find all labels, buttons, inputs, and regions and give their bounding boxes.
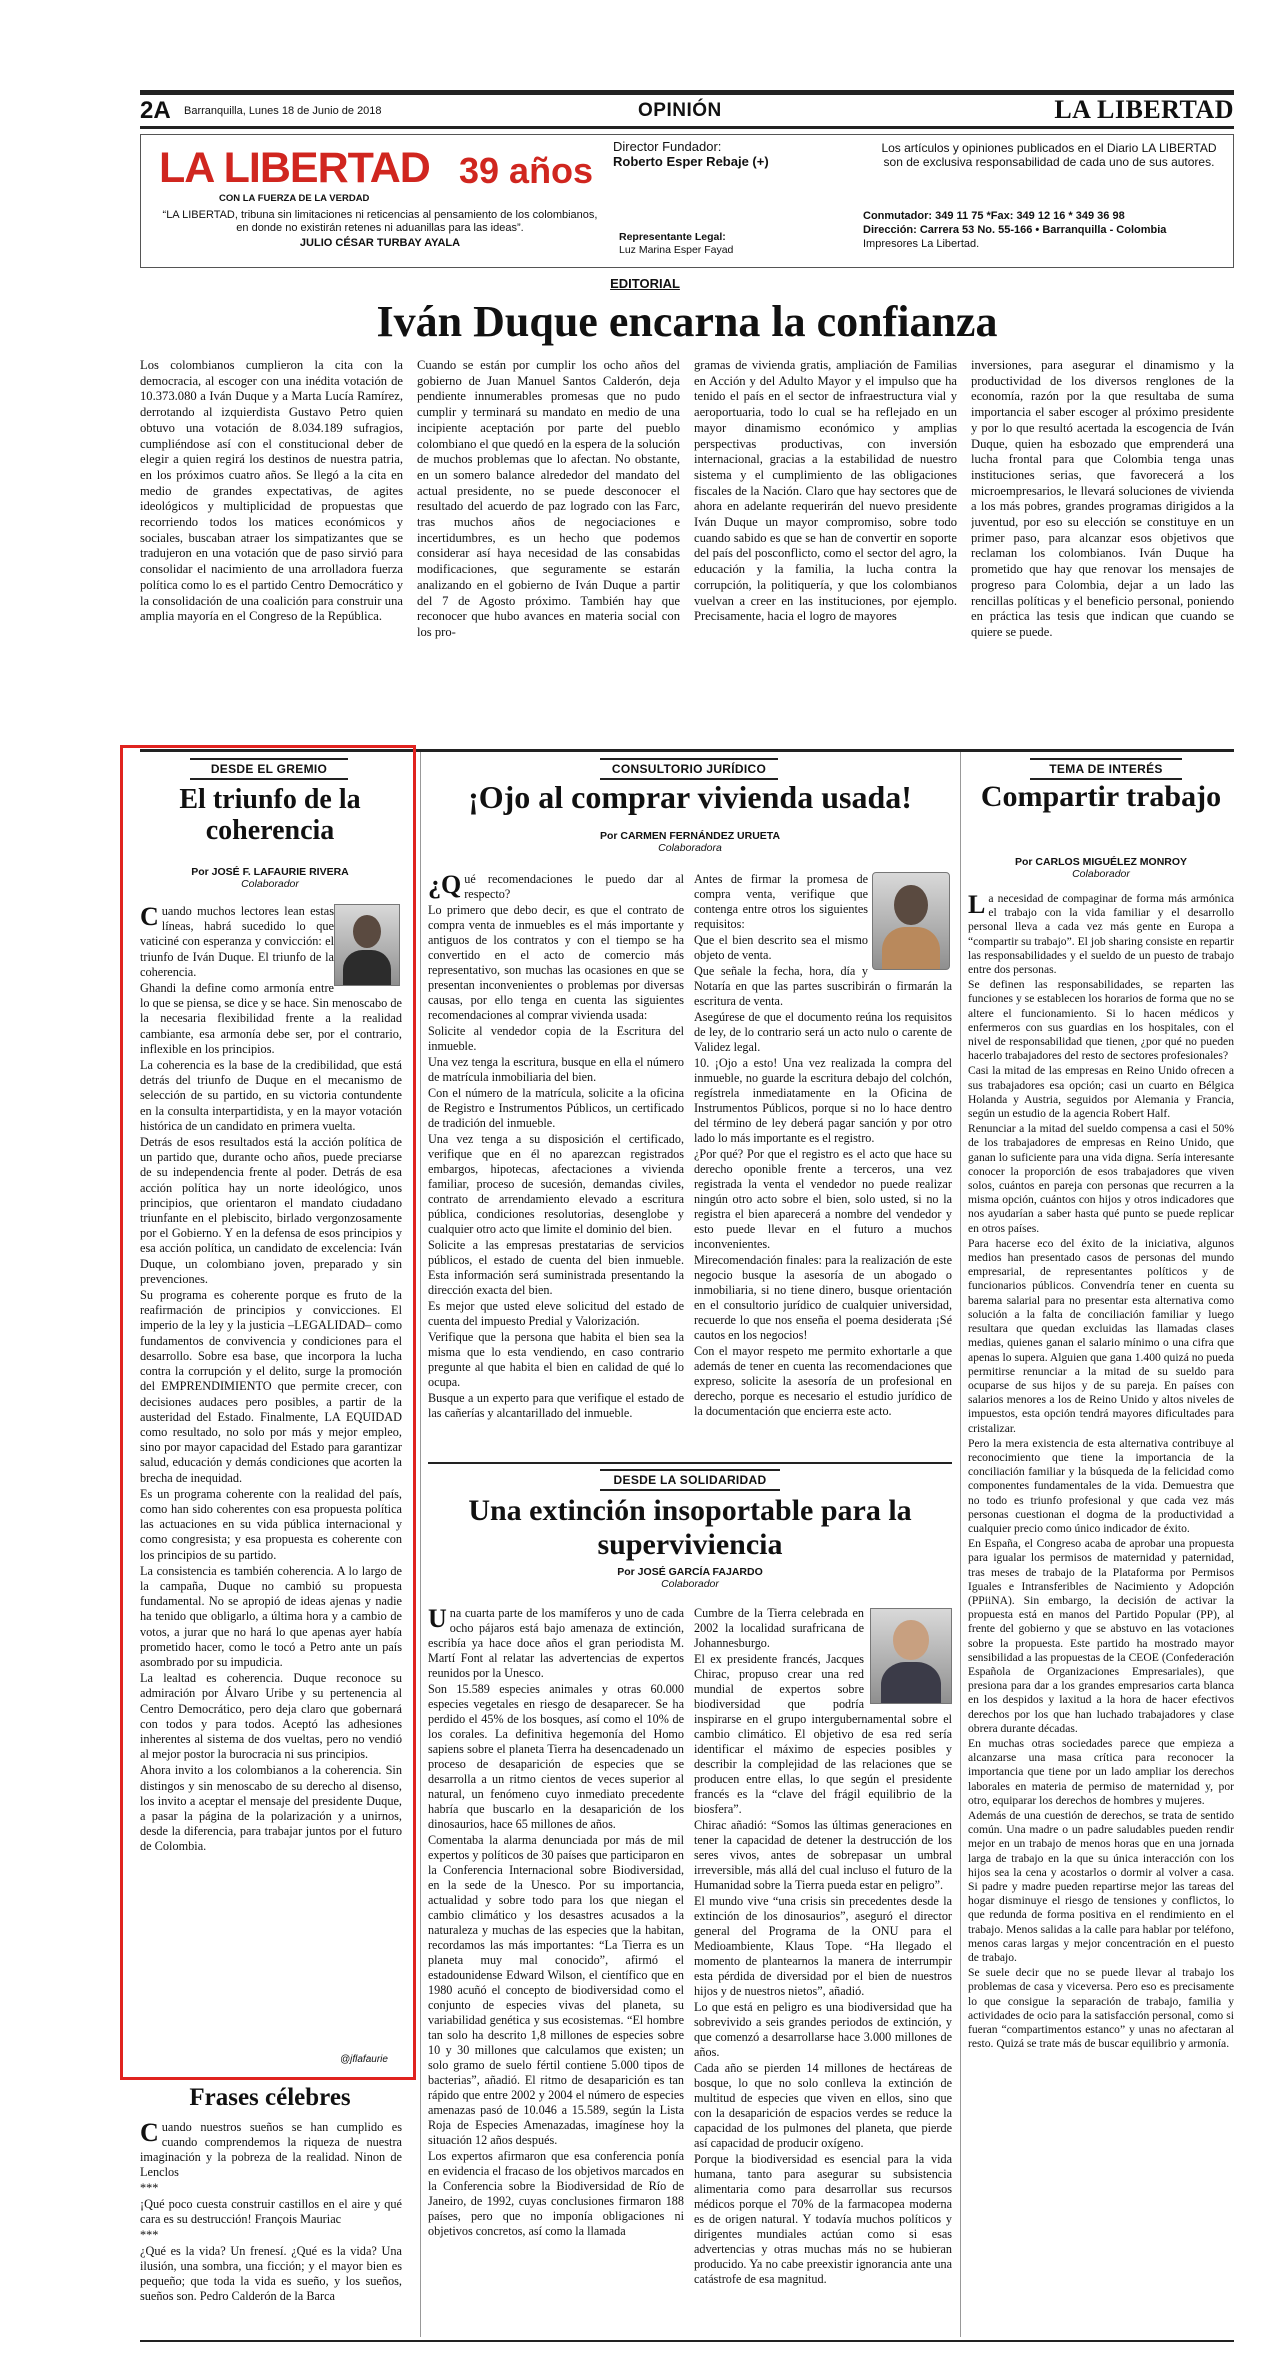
column-divider-left — [420, 752, 421, 2337]
header-rule — [140, 126, 1234, 129]
juridico-byline — [428, 830, 952, 854]
gremio-byline — [140, 866, 400, 890]
solidaridad-kicker: DESDE LA SOLIDARIDAD — [600, 1469, 780, 1491]
interes-author: Por CARLOS MIGUÉLEZ MONROY — [1014, 856, 1188, 868]
frases-headline: Frases célebres — [189, 2084, 351, 2111]
interes-kicker: TEMA DE INTERÉS — [1030, 758, 1182, 780]
gremio-role: Colaborador — [241, 878, 299, 890]
section-name: OPINIÓN — [638, 100, 722, 121]
dateline: Barranquilla, Lunes 18 de Junio de 2018 — [184, 105, 382, 117]
juridico-column-2: Antes de firmar la promesa de compra venta, verifique que contenga entre otros los siguientes requisitos: Que el bien descrito sea el mismo objeto de venta. Que señale la fecha, hora, día y Notaría en que las partes suscribirán o firmarán la escritura de venta. Asegúrese de que el documento reúna los requisitos de ley, de lo contrario será un acto nulo o carente de Validez legal. 10. ¡Ojo a esto! Una vez realizada la compra del inmueble, no guarde la escritura debajo del colchón, regístrela inmediatamente en la Oficina de Instrumentos Públicos, porque si no lo hace dentro del término de ley deberá pagar sanción y por otro lado lo más importante es el registro. ¿Por qué? Por que el registro es el acto que hace su derecho oponible frente a terceros, una vez registrada la venta el vendedor no puede realizar ningún otro acto sobre el bien, solo usted, si no la registra el bien aparecerá a nombre del vendedor y esto puede llevar en el futuro a muchos inconvenientes. Mirecomendación finales: para la realización de este negocio busque la asesoría de un abogado o inmobiliaria, si no tiene dinero, busque orientación en el consultorio jurídico de cualquier universidad, recuerde lo que nos enseña el poema desiderata ¡Sé cautos en los negocios! Con el mayor respeto me permito exhortarle a que además de tener en cuenta las recomendaciones que expreso, solicite la asesoría de un profesional en derecho, porque es necesario el estudio jurídico de la documentación que encierra este acto. — [694, 872, 952, 1418]
solidaridad-author: Por JOSÉ GARCÍA FAJARDO — [617, 1566, 763, 1578]
editorial-column-3: gramas de vivienda gratis, ampliación de Familias en Acción y del Adulto Mayor y el impulso que ha tenido el país en el sector de infraestructura vial y aeroportuaria, todo lo cual se ha reflejado en un mayor dinamismo económico y amplias perspectivas productivas, con inversión internacional, gracias a la estabilidad de nuestro sistema y el cumplimiento de las obligaciones fiscales de la Nación. Claro que hay sectores que de ahora en adelante requerirán del nuevo presidente Iván Duque un mayor compromiso, sobre todo cuando sabido es que se han de convertir en soporte del país del posconflicto, como el sector del agro, la educación y la familia, la lucha contra la corrupción, la politiquería, y que los colombianos vuelvan a creer en las instituciones, por ejemplo. Precisamente, hacia el logro de mayores — [694, 358, 957, 624]
editorial-headline: Iván Duque encarna la confianza — [376, 297, 998, 346]
contact-block — [863, 209, 1223, 251]
gremio-headline: El triunfo de la coherencia — [179, 784, 361, 847]
editorial-column-1: Los colombianos cumplieron la cita con la democracia, al escoger con una inédita votación de 10.373.080 a Iván Duque y a Marta Lucía Ramírez, derrotando al izquierdista Gustavo Petro quien obtuvo una votación de 8.034.189 sufragios, cumpliéndose así con el constitucional deber de elegir a quien regirá los destinos de nuestra patria, en los próximos cuatro años. Se llegó a la cita en medio de grandes expectativas, de agites ideológicos y multiplicidad de propuestas que recorriendo todos los matices económicos y sociales, buscaban atraer los simpatizantes que se tradujeron en una votación que de paso sirvió para consolidar el nacimiento de una arrolladora fuerza política como lo es el partido Centro Democrático y la consolidación de una coalición para construir una amplia mayoría en el Congreso de la República. — [140, 358, 403, 624]
legal-name: Luz Marina Esper Fayad — [619, 244, 734, 256]
frases-body: Cuando nuestros sueños se han cumplido es cuando comprendemos la riqueza de nuestra imaginación y la pobreza de la realidad. Ninon de Lenclos *** ¡Qué poco cuesta construir castillos en el aire y qué cara es su destrucción! François Mauriac *** ¿Qué es la vida? Un frenesí. ¿Qué es la vida? Una ilusión, una sombra, una ficción; y el mayor bien es pequeño; que toda la vida es sueño, y los sueños, sueños son. Pedro Calderón de la Barca — [140, 2120, 402, 2303]
juridico-role: Colaboradora — [658, 842, 722, 854]
solidaridad-headline: Una extinción insoportable para la superviviencia — [468, 1494, 912, 1561]
juridico-kicker: CONSULTORIO JURÍDICO — [600, 758, 778, 780]
page-number: 2A — [140, 97, 171, 124]
solidaridad-byline — [428, 1566, 952, 1590]
gremio-author: Por JOSÉ F. LAFAURIE RIVERA — [191, 866, 349, 878]
editorial-column-4: inversiones, para asegurar el dinamismo y la productividad de los diversos renglones de la economía, razón por la que resultaba de suma importancia el saber escoger al próximo presidente y por lo que resultó acertada la escogencia de Iván Duque, quien ha esbozado que emprenderá una lucha frontal para que Colombia tenga unas instituciones serias, que favorecerá a los microempresarios, le llevará soluciones de vivienda a los más pobres, grandes programas dirigidos a la juventud, por eso su elección se constituye en un primer paso, para alcanzar esos objetivos que reclaman los colombianos. Iván Duque ha prometido que hay que renovar los mensajes de progreso para Colombia, dejar a un lado las rencillas políticas y el beneficio personal, poniendo en práctica las tesis que indican que cuando se quiere se puede. — [971, 358, 1234, 639]
motto-quote: “LA LIBERTAD, tribuna sin limitaciones ni reticencias al pensamiento de los colombianos, en donde no existirán retenes ni aduanillas para las ideas”. — [162, 209, 598, 234]
juridico-headline: ¡Ojo al comprar vivienda usada! — [468, 779, 912, 815]
page-header — [140, 97, 1234, 123]
juridico-author: Por CARMEN FERNÁNDEZ URUETA — [599, 830, 781, 842]
paper-name: LA LIBERTAD — [1054, 95, 1234, 124]
printer: Impresores La Libertad. — [863, 238, 980, 250]
disclaimer: Los artículos y opiniones publicados en el Diario LA LIBERTAD son de exclusiva responsabilidad de cada uno de sus autores. — [881, 141, 1217, 169]
gremio-kicker: DESDE EL GREMIO — [190, 758, 348, 780]
phones: Conmutador: 349 11 75 *Fax: 349 12 16 * 349 36 98 — [863, 210, 1125, 222]
masthead-logo: LA LIBERTAD — [159, 144, 430, 192]
column-divider-right — [960, 752, 961, 2337]
anniversary-label: 39 años — [459, 150, 594, 191]
motto-author: JULIO CÉSAR TURBAY AYALA — [299, 237, 461, 249]
juridico-column-1: ¿Qué recomendaciones le puedo dar al respecto? Lo primero que debo decir, es que el contrato de compra venta de inmuebles es el más importante y antiguos de los contratos y con el tiempo se ha convertido en el acto de comercio más representativo, son muchas las ocasiones en que se presentan inconvenientes o problemas por diversas causas, por ello tenga en cuenta las siguientes recomendaciones al comprar vivienda usada: Solicite al vendedor copia de la Escritura del inmueble. Una vez tenga la escritura, busque en ella el número de matrícula inmobiliaria del bien. Con el número de la matrícula, solicite a la oficina de Registro e Instrumentos Públicos, un certificado de tradición del inmueble. Una vez tenga a su disposición el certificado, verifique que en él no aparezcan registrados embargos, hipotecas, afectaciones a vivienda familiar, proceso de sucesión, demandas civiles, contrato de arrendamiento elevado a escritura pública, condiciones resolutorias, desenglobe y cualquier otro acto que limite el dominio del bien. Solicite a las empresas prestatarias de servicios públicos, el estado de cuenta del bien inmueble. Esta información será suministrada presentando la dirección exacta del bien. Es mejor que usted eleve solicitud del estado de cuenta del impuesto Predial y Valorización. Verifique que la persona que habita el bien sea la misma que lo esta vendiendo, en caso contrario pregunte al que habita el bien en calidad de qué lo ocupa. Busque a un experto para que verifique el estado de las cañerías y alcantarillado del inmueble. — [428, 872, 684, 1420]
solidaridad-column-1: Una cuarta parte de los mamíferos y uno de cada ocho pájaros está bajo amenaza de extinción, escribía ya hace doce años el gran periodista M. Martí Font al relatar las advertencias de expertos reunidos por la Unesco. Son 15.589 especies animales y otras 60.000 especies vegetales en riesgo de desaparecer. Se ha perdido el 45% de los bosques, así como el 10% de los corales. La definitiva hegemonía del Homo sapiens sobre el planeta Tierra ha desencadenado un proceso de desaparición de especies que se desarrolla a un ritmo cientos de veces superior al natural, un fenómeno cuyo inmediato precedente habría que buscarlo en la desaparición de los dinosaurios, hace 65 millones de años. Comentaba la alarma denunciada por más de mil expertos y políticos de 30 países que participaron en la Conferencia Internacional sobre Biodiversidad, en la sede de la Unesco. Por su importancia, actualidad y sobre todo para los que niegan el cambio climático y los desastres acusados a la naturaleza y muchas de las especies que la habitan, recordamos las más importantes: “La Tierra es un planeta muy mal conocido”, afirmó el estadounidense Edward Wilson, el científico que en 1980 acuñó el concepto de biodiversidad como el conjunto de especies vivas del planeta, su variabilidad genética y sus ecosistemas. “El hombre tan solo ha descrito 1,8 millones de especies sobre 10 y 30 millones que calculamos que existen; un solo gramo de suelo fértil contiene 5.000 tipos de bacterias”, añadió. El ritmo de desaparición es tan rápido que entre 2002 y 2004 el número de especies amenazas pasó de 10.046 a 15.589, según la Lista Roja de Especies Amenazadas, imagínese hoy la situación 12 años después. Los expertos afirmaron que esa conferencia ponía en evidencia el fracaso de los objetivos marcados en la Conferencia sobre la Biodiversidad de Río de Janeiro, de 1992, cuyas conclusiones firmaron 188 países, pero que no imponía obligaciones ni objetivos concretos, así como la llamada — [428, 1606, 684, 2238]
masthead-motto — [155, 209, 605, 250]
interes-role: Colaborador — [1072, 868, 1130, 880]
juridico-bottom-rule — [428, 1462, 952, 1464]
legal-block — [619, 231, 819, 257]
interes-byline — [968, 856, 1234, 880]
solidaridad-column-2: Cumbre de la Tierra celebrada en 2002 la localidad surafricana de Johannesburgo. El ex presidente francés, Jacques Chirac, propuso crear una red mundial de expertos sobre biodiversidad que podría inspirarse en el grupo intergubernamental sobre el cambio climático. El objetivo de esa red sería identificar el máximo de especies posibles y describir la complejidad de las relaciones que se producen entre ellas, lo que según el presidente francés es la “clave del frágil equilibrio de la biosfera”. Chirac añadió: “Somos las últimas generaciones en tener la capacidad de detener la destrucción de los seres vivos, antes de sobrepasar un umbral irreversible, más allá del cual incluso el futuro de la Humanidad sobre la Tierra pueda estar en peligro”. El mundo vive “una crisis sin precedentes desde la extinción de los dinosaurios”, aseguró el director general del Programa de la ONU para el Medioambiente, Klaus Tope. “Ha llegado el momento de plantearnos la manera de interrumpir esta pérdida de diversidad por el bien de nuestros hijos y de nuestros nietos”, añadió. Lo que está en peligro es una biodiversidad que ha sobrevivido a seis grandes periodos de extinción, y que comenzó a desarrollarse hace 3.000 millones de años. Cada año se pierden 14 millones de hectáreas de bosque, lo que no solo conlleva la extinción de multitud de especies que viven en ellos, sino que con la desaparición de espacios verdes se reduce la capacidad de los pulmones del planeta, que pierde así capacidad de producir oxígeno. Porque la biodiversidad es esencial para la vida humana, tanto para asegurar su subsistencia alimentaria como para desarrollar sus recursos médicos porque el 70% de la farmacopea moderna es de origen natural. Y todavía muchos políticos y dirigentes mundiales actúan como si esas advertencias y otras muchas más no se hubieran producido. Ya no cabe preexistir ignorancia ante una catástrofe de esa magnitud. — [694, 1606, 952, 2286]
gremio-handle: @jflafaurie — [340, 2054, 388, 2065]
page-bottom-rule — [140, 2340, 1234, 2342]
masthead-slogan: CON LA FUERZA DE LA VERDAD — [219, 193, 370, 204]
masthead-box — [140, 134, 1234, 268]
solidaridad-role: Colaborador — [661, 1578, 719, 1590]
editorial-column-2: Cuando se están por cumplir los ocho años del gobierno de Juan Manuel Santos Calderón, deja pendiente innumerables promesas que no pudo cumplir y terminará su mandato en medio de una incipiente aceptación por parte del pueblo colombiano el que quedó en la espera de la solución de muchos problemas que lo afectan. No obstante, en un somero balance alrededor del mandato del actual presidente, no se puede desconocer el resultado del acuerdo de paz logrado con las Farc, tras muchos años de negociaciones e incertidumbres, es un hecho que podemos considerar así haya necesidad de las consabidas modificaciones, que seguramente se estarán analizando en el gobierno de Iván Duque a partir del 7 de Agosto próximo. También hay que reconocer que hubo avances en materia social con los pro- — [417, 358, 680, 639]
address: Dirección: Carrera 53 No. 55-166 • Barranquilla - Colombia — [863, 224, 1167, 236]
interes-headline: Compartir trabajo — [980, 780, 1222, 813]
legal-label: Representante Legal: — [619, 231, 726, 243]
founder-name: Roberto Esper Rebaje (+) — [613, 154, 769, 169]
interes-body: La necesidad de compaginar de forma más armónica el trabajo con la vida familiar y el desarrollo personal lleva a cada vez más gente en Europa a “compartir su trabajo”. El job sharing consiste en repartir las responsabilidades y el sueldo de un puesto de trabajo entre dos personas. Se definen las responsabilidades, se reparten las funciones y se establecen los horarios de forma que no se altere el funcionamiento. Si lo hacen médicos y enfermeros con sus guardias en los hospitales, con el nivel de responsabilidad que tienen, ¿por qué no pueden hacerlo trabajadores del resto de sectores profesionales? Casi la mitad de las empresas en Reino Unido ofrecen a sus trabajadores esa opción; casi un cuarto en Bélgica Holanda y Austria, seguidos por Alemania y Francia, según un estudio de la agencia Robert Half. Renunciar a la mitad del sueldo compensa a casi el 50% de los trabajadores de empresas en Reino Unido, que ganan lo suficiente para una vida digna. Sería interesante conocer la proporción de esos trabajadores que viven solos, cuántos en pareja con personas que recurren a la misma opción, cuántos con hijos y otros indicadores que nos ayudarían a saber hasta qué punto se puede replicar en otros países. Para hacerse eco del éxito de la iniciativa, algunos medios han presentado casos de personas del mundo empresarial, de representantes políticos y de funcionarios públicos. Convendría tener en cuenta su barema salarial para no presentar esta alternativa como solución a la falta de conciliación familiar y luego resultara que quedan excluidas las llamadas clases medias, quienes ganan el salario mínimo o una cifra que apenas lo supera. Alguien que gana 1.400 quizá no pueda permitirse renunciar a la mitad de su sueldo para ocuparse de sus hijos y de su pareja. En países con salarios menores a los de Reino Unido y altos niveles de impuestos, esta opción tendrá mayores dificultades para cristalizar. Pero la mera existencia de esta alternativa contribuye al reconocimiento que tiene la importancia de la conciliación familiar y la búsqueda de la felicidad como componentes fundamentales de la vida. Demuestra que no todo es triunfo profesional y que cada vez más personas cuestionan el dogma de la productividad a cualquier precio como único indicador de éxito. En España, el Congreso acaba de aprobar una propuesta para igualar los permisos de maternidad y paternidad, tras meses de trabajo de la Plataforma por Permisos Iguales e Intransferibles de Nacimiento y Adopción (PPiiNA). Sin embargo, la decisión de activar la propuesta está en manos del Partido Popular (PP), al frente del gobierno y que se abstuvo en las votaciones sobre la propuesta. Este partido ha mostrado mayor sensibilidad a las propuestas de la CEOE (Confederación Española de Organizaciones Empresariales), que presiona para dar a los grandes empresarios carta blanca en los despidos y laxitud a la hora de hacer efectivos derechos por los que han luchado trabajadores y clase obrera durante décadas. En muchas otras sociedades parece que empieza a alcanzarse una masa crítica para reconocer la importancia que tiene por un lado ampliar los derechos laborales en materia de permiso de maternidad y, por otro, equiparar los derechos de hombres y mujeres. Además de una cuestión de derechos, se trata de sentido común. Una madre o un padre saludables pueden rendir mejor en un trabajo de menos horas que en una jornada larga de trabajo en la que su única interacción con los hijos sea la cena y acostarlos o dormir al volver a casa. Si padre y madre pueden repartirse mejor las tareas del hogar disminuye el riesgo de tensiones y conflictos, lo que redunda de forma positiva en el rendimiento en el trabajo. Menos salidas a la calle para hablar por teléfono, menos caras largas y mejor concentración en el puesto de trabajo. Se suele decir que no se puede llevar al trabajo los problemas de casa y viceversa. Pero eso es precisamente lo que consigue la separación de trabajo, familia y actividades de ocio para la satisfacción personal, como si fueran “compartimentos estanco” y unas no afectaran al resto. Quizá se trate más de buscar equilibrio y armonía. — [968, 892, 1234, 2051]
editorial-kicker: EDITORIAL — [610, 276, 680, 291]
gremio-body: Cuando muchos lectores lean estas líneas, habrá sucedido lo que vaticiné con esperanza y convicción: el triunfo de Iván Duque. El triunfo de la coherencia. Ghandi la define como armonía entre lo que se piensa, se dice y se hace. Sin menoscabo de la necesaria flexibilidad frente a la realidad cambiante, esa armonía debe ser, por el contrario, inflexible en los principios. La coherencia es la base de la credibilidad, que está detrás del triunfo de Duque en el mecanismo de selección de su partido, en su victoria contundente en la consulta interpartidista, y en la mayor votación histórica de un candidato en primera vuelta. Detrás de esos resultados está la acción política de un partido que, durante ocho años, puede preciarse de su independencia frente al poder. Detrás de esa acción política hay un norte ideológico, unos principios, que orientaron el mandato ciudadano triunfante en el plebiscito, birlado vergonzosamente por el Gobierno. Y en la defensa de esos principios y esa acción política, un candidato de excelencia: Iván Duque, un colombiano joven, preparado y sin prevenciones. Su programa es coherente porque es fruto de la reafirmación de principios y convicciones. El imperio de la ley y la justicia –LEGALIDAD– como fundamentos de convivencia y condiciones para el desarrollo. Sobre esa base, que incorpora la lucha contra la corrupción y el delito, surge la promoción del EMPRENDIMIENTO que permite crecer, con decisiones audaces pero posibles, a partir de la austeridad del Estado. Finalmente, LA EQUIDAD como resultado, no solo por más y mejor empleo, sino por mayor capacidad del Estado para garantizar salud, educación y demás condiciones que acorten la brecha de inequidad. Es un programa coherente con la realidad del país, como han sido coherentes con esa propuesta política las actuaciones en su vida pública internacional y como congresista; y esa propuesta es coherente con los principios de su partido. La consistencia es también coherencia. A lo largo de la campaña, Duque no cambió su propuesta fundamental. No se apropió de ideas ajenas y nadie ha tenido que obligarlo, a última hora y a cambio de votos, a jurar que no hará lo que apenas ayer había prometido hacer, como le tocó a Petro ante un país asombrado por su impudicia. La lealtad es coherencia. Duque reconoce su admiración por Álvaro Uribe y su pertenencia al Centro Democrático, pero deja claro que gobernará con todos y para todos. Aceptó las adhesiones inherentes al sistema de dos vueltas, pero no vendió al mejor postor la burocracia ni sus principios. Ahora invito a los colombianos a la coherencia. Sin distingos y sin menoscabo de su derecho al disenso, los invito a aceptar el mensaje del presidente Duque, a pasar la página de la polarización y a unirnos, desde la diferencia, para trabajar juntos por el futuro de Colombia. — [140, 904, 402, 1854]
founder-label: Director Fundador: — [613, 139, 722, 154]
founder-block — [613, 139, 813, 169]
